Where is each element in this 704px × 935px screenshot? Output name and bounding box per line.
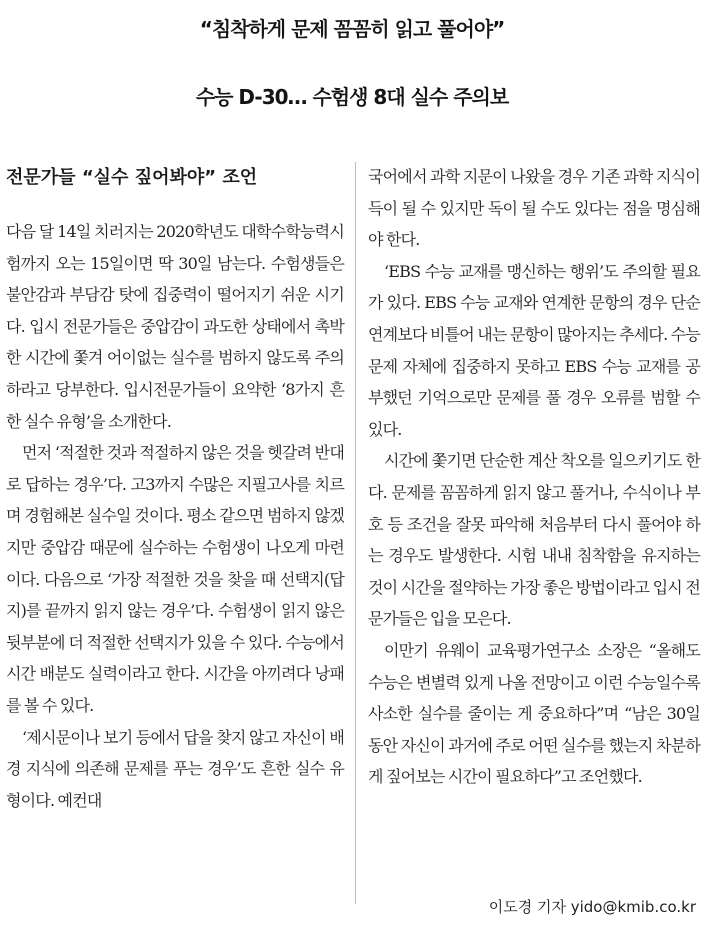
paragraph: 이만기 유웨이 교육평가연구소 소장은 “올해도 수능은 변별력 있게 나올 전망이고 이런 수능일수록 사소한 실수를 줄이는 게 중요하다”며 “남은 30일 동안 자신이 과거에 주로 어떤 실수를 했는지 차분하게 짚어보는 시간이 필요하다”고 조언했다. — [368, 640, 700, 787]
paragraph: 시간에 쫓기면 단순한 계산 착오를 일으키기도 한다. 문제를 꼼꼼하게 읽지 않고 풀거나, 수식이나 부호 등 조건을 잘못 파악해 처음부터 다시 풀어야 하는 경우도 발생한다. 시험 내내 침착함을 유지하는 것이 시간을 절약하는 가장 좋은 방법이라고 입시 전문가들은 입을 모은다. — [368, 451, 700, 629]
headline-line-2: 수능 D-30… 수험생 8대 실수 주의보 — [195, 85, 509, 109]
paragraph: 다음 달 14일 치러지는 2020학년도 대학수학능력시험까지 오는 15일이면 딱 30일 남는다. 수험생들은 불안감과 부담감 탓에 집중력이 떨어지기 쉬운 시기다. 입시 전문가들은 중압감이 과도한 상태에서 촉박한 시간에 쫓겨 어이없는 실수를 범하지 않도록 주의하라고 당부한다. 입시전문가들이 요약한 ‘8가지 흔한 실수 유형’을 소개한다. — [6, 222, 344, 431]
paragraph: 먼저 ‘적절한 것과 적절하지 않은 것을 헷갈려 반대로 답하는 경우’다. 고3까지 수많은 지필고사를 치르며 경험해본 실수일 것이다. 평소 같으면 범하지 않겠지만 중압감 때문에 실수하는 수험생이 나오게 마련이다. 다음으로 ‘가장 적절한 것을 찾을 때 선택지(답지)를 끝까지 읽지 않는 경우’다. 수험생이 읽지 않은 뒷부분에 더 적절한 선택지가 있을 수 있다. 수능에서 시간 배분도 실력이라고 한다. 시간을 아끼려다 낭패를 볼 수 있다. — [6, 443, 344, 715]
headline-line-1: “침착하게 문제 꼼꼼히 읽고 풀어야” — [199, 17, 505, 41]
paragraph: 국어에서 과학 지문이 나왔을 경우 기존 과학 지식이 득이 될 수 있지만 독이 될 수도 있다는 점을 명심해야 한다. — [368, 167, 700, 250]
article-column-right — [368, 158, 700, 928]
article-body-left — [6, 216, 344, 816]
paragraph: ‘EBS 수능 교재를 맹신하는 행위’도 주의할 필요가 있다. EBS 수능 교재와 연계한 문항의 경우 단순 연계보다 비틀어 내는 문항이 많아지는 추세다. 수능 문제 자체에 집중하지 못하고 EBS 수능 교재를 공부했던 기억으로만 문제를 풀 경우 오류를 범할 수 있다. — [368, 261, 700, 439]
column-divider — [355, 162, 356, 904]
article-column-left — [6, 158, 344, 928]
article-body-right — [368, 161, 700, 793]
paragraph: ‘제시문이나 보기 등에서 답을 찾지 않고 자신이 배경 지식에 의존해 문제를 푸는 경우’도 흔한 실수 유형이다. 예컨대 — [6, 727, 344, 810]
subheadline: 전문가들 “실수 짚어봐야” 조언 — [6, 167, 258, 188]
byline: 이도경 기자 yido@kmib.co.kr — [488, 898, 696, 916]
